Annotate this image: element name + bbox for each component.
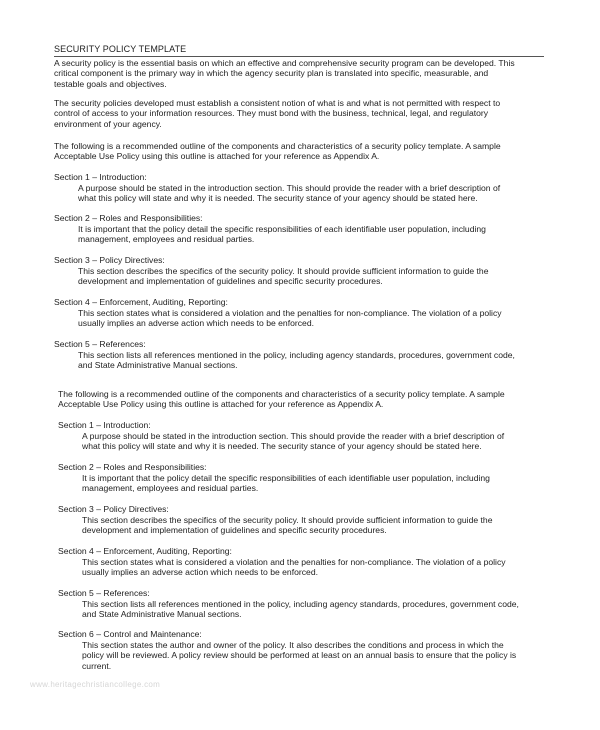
section-b4-heading: Section 4 – Enforcement, Auditing, Reporting:: [58, 546, 232, 556]
section-b2-heading: Section 2 – Roles and Responsibilities:: [58, 462, 207, 472]
document-title: SECURITY POLICY TEMPLATE: [54, 44, 187, 54]
section-2-heading: Section 2 – Roles and Responsibilities:: [54, 213, 203, 223]
repeat-intro-paragraph: The following is a recommended outline of the components and characteristics of a security policy template. A sample Acceptable Use Policy using this outline is attached for your reference as Appendix A.: [58, 389, 505, 410]
intro-paragraph-1: A security policy is the essential basis on which an effective and comprehensive security program can be developed. This critical component is the primary way in which the agency security plan is translated into specific, measurable, and testable goals and objectives.: [54, 58, 515, 89]
section-5-body: This section lists all references mentioned in the policy, including agency standards, procedures, government code, and State Administrative Manual sections.: [78, 350, 515, 371]
section-1-body: A purpose should be stated in the introduction section. This should provide the reader with a brief description of what this policy will state and why it is needed. The security stance of your agency should be stated here.: [78, 183, 501, 204]
section-b3-body: This section describes the specifics of the security policy. It should provide sufficient information to guide the development and implementation of guidelines and specific security procedures.: [82, 515, 493, 536]
intro-paragraph-3: The following is a recommended outline of the components and characteristics of a security policy template. A sample Acceptable Use Policy using this outline is attached for your reference as Appendix A.: [54, 141, 501, 162]
section-b4-body: This section states what is considered a violation and the penalties for non-compliance. The violation of a policy usually implies an adverse action which needs to be enforced.: [82, 557, 506, 578]
intro-paragraph-2: The security policies developed must establish a consistent notion of what is and what is not permitted with respect to control of access to your information resources. They must bond with the business, technical, legal, and regulatory environment of your agency.: [54, 98, 501, 129]
section-3-body: This section describes the specifics of the security policy. It should provide sufficient information to guide the development and implementation of guidelines and specific security procedures.: [78, 266, 489, 287]
section-1-heading: Section 1 – Introduction:: [54, 172, 147, 182]
section-b5-body: This section lists all references mentioned in the policy, including agency standards, procedures, government code, and State Administrative Manual sections.: [82, 599, 519, 620]
section-b3-heading: Section 3 – Policy Directives:: [58, 504, 169, 514]
section-3-heading: Section 3 – Policy Directives:: [54, 255, 165, 265]
section-4-body: This section states what is considered a violation and the penalties for non-compliance. The violation of a policy usually implies an adverse action which needs to be enforced.: [78, 308, 502, 329]
section-b6-body: This section states the author and owner of the policy. It also describes the conditions and process in which the policy will be reviewed. A policy review should be performed at least on an annual basis to ensure that the policy is current.: [82, 640, 517, 671]
section-b1-body: A purpose should be stated in the introduction section. This should provide the reader with a brief description of what this policy will state and why it is needed. The security stance of your agency should be stated here.: [82, 431, 505, 452]
section-b5-heading: Section 5 – References:: [58, 588, 150, 598]
section-4-heading: Section 4 – Enforcement, Auditing, Reporting:: [54, 297, 228, 307]
section-b2-body: It is important that the policy detail the specific responsibilities of each identifiable user population, including management, employees and residual parties.: [82, 473, 490, 494]
watermark-text: www.heritagechristiancollege.com: [30, 680, 161, 689]
section-b1-heading: Section 1 – Introduction:: [58, 420, 151, 430]
section-2-body: It is important that the policy detail the specific responsibilities of each identifiable user population, including management, employees and residual parties.: [78, 224, 486, 245]
section-b6-heading: Section 6 – Control and Maintenance:: [58, 629, 202, 639]
section-5-heading: Section 5 – References:: [54, 339, 146, 349]
